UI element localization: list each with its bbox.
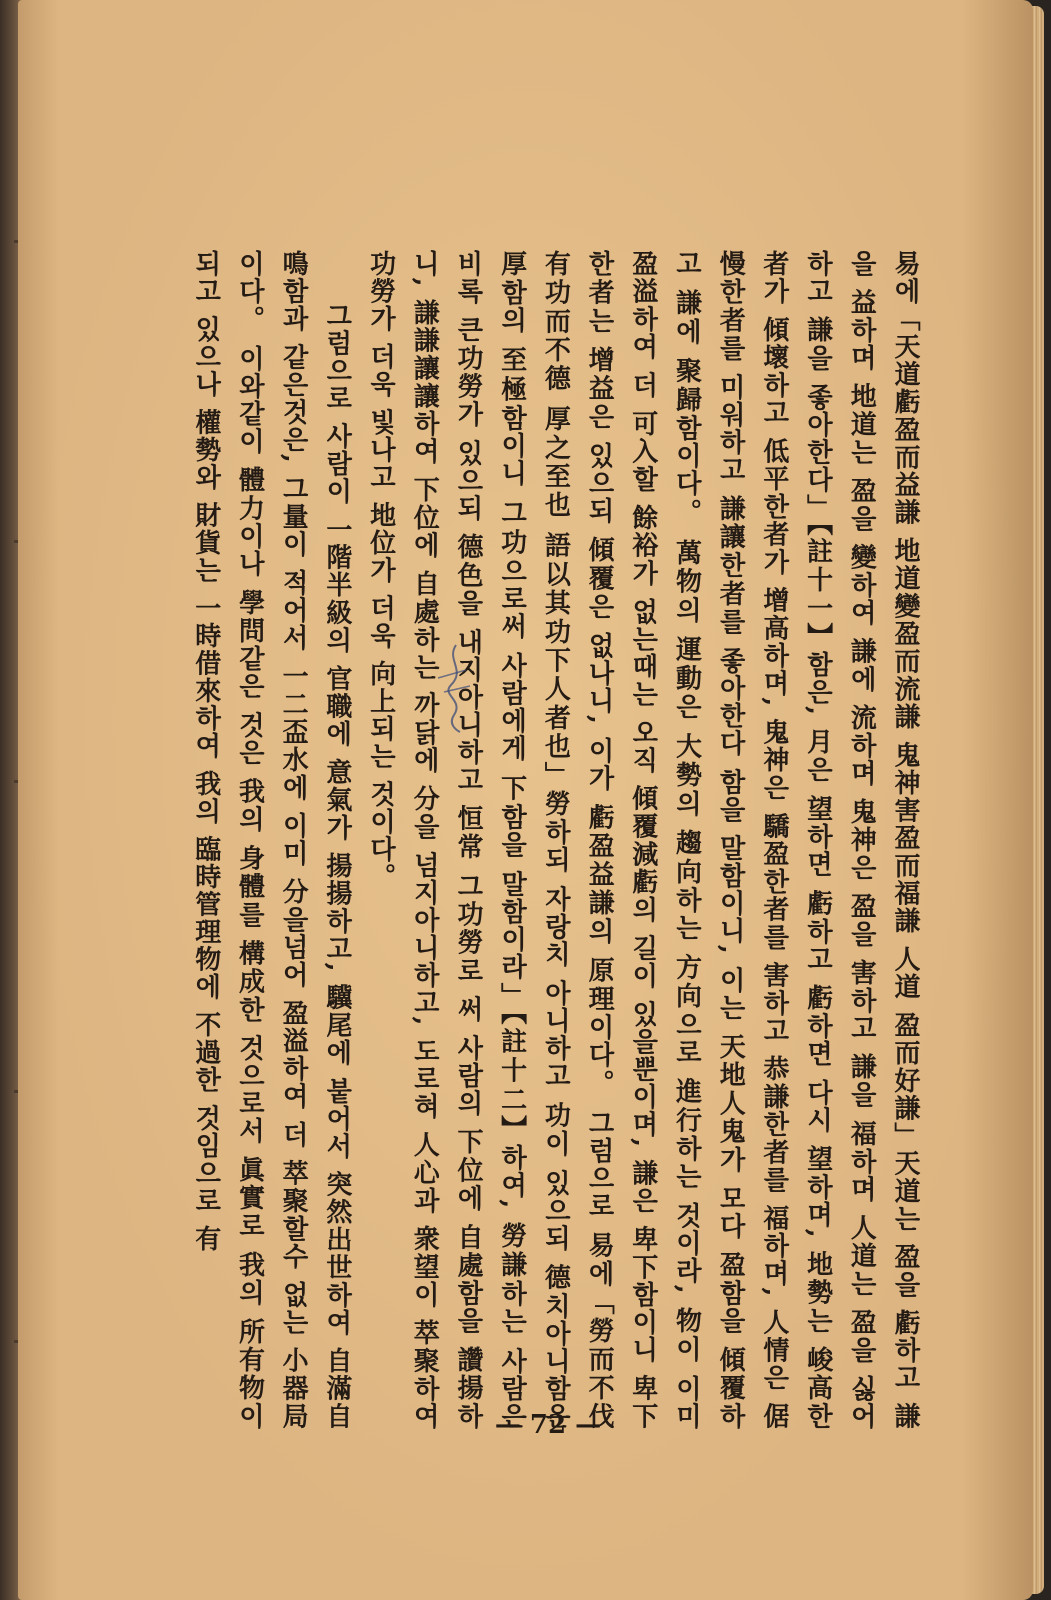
paragraph-1: 易에「天道虧盈而益謙 地道變盈而流謙 鬼神害盈而福謙 人道 盈而好謙」天道는 盈을 虧하고 謙을 益하며 地道는 盈을 變하여 謙에 流하며 鬼神은 盈을 害하고 謙을 福하며 人道는 盈을 싫어하고 謙을 좋아한다」【註十一】함은, 月은 望하면 虧하고 虧하면 다시 望하며, 地勢는 峻高한者가 傾壞하고 低平한者가 增高하며, 鬼神은 驕盈한者를 害하고 恭謙한者를 福하며, 人情은 倨慢한者를 미워하고 謙讓한者를 좋아한다 함을 말함이니, 이는 天地人鬼가 모다 盈함을 傾覆하고 謙에 聚歸함이다。 萬物의 運動은 大勢의 趨向하는 方向으로 進行하는 것이라, 物이 이미 盈溢하여 더 可入할 餘裕가 없는때는 오직 傾覆減虧의 길이 있을뿐이며, 謙은 卑下함이니 卑下한者는 增益은 있으되 傾覆은 없나니, 이가 虧盈益謙의 原理이다。 그럼으로 易에「勞而不伐 有功而不德 厚之至也 語以其功下人者也」勞하되 자랑치 아니하고 功이 있으되 德치아니함은 厚함의 至極함이니 그功으로써 사람에게 下함을 말함이라」【註十二】하여, 勞謙하는 사람은 비록 큰功勞가 있으되 德色을 내지아니하고 恒常 그功勞로 써 사람의 下位에 自處함을 讚揚하니, 謙謙讓讓하여 下位에 自處하는 까닭에 分을 넘지아니하고, 도로혀 人心과 衆望이 萃聚하여 功勞가 더욱 빛나고 地位가 더욱 向上되는 것이다。: [365, 250, 920, 1430]
vertical-text-body: [156, 250, 926, 1430]
paragraph-2: 그럼으로 사람이 一階半級의 官職에 意氣가 揚揚하고, 驥尾에 붙어서 突然出世하여 自滿自鳴함과 같은것은, 그量이 적어서 一二盃水에 이미 分을넘어 盈溢하여 더 萃聚할수 없는 小器局이다。 이와같이 體力이나 學問같은 것은 我의 身體를 構成한 것으로서 眞實로 我의 所有物이 되고 있으나 權勢와 財貨는 一時借來하여 我의 臨時管理物에 不過한 것임으로 有: [190, 250, 352, 1430]
page-number: — 72 —: [494, 1410, 602, 1440]
ink-scribble-mark: [426, 640, 482, 735]
book-page: [18, 0, 1033, 1600]
